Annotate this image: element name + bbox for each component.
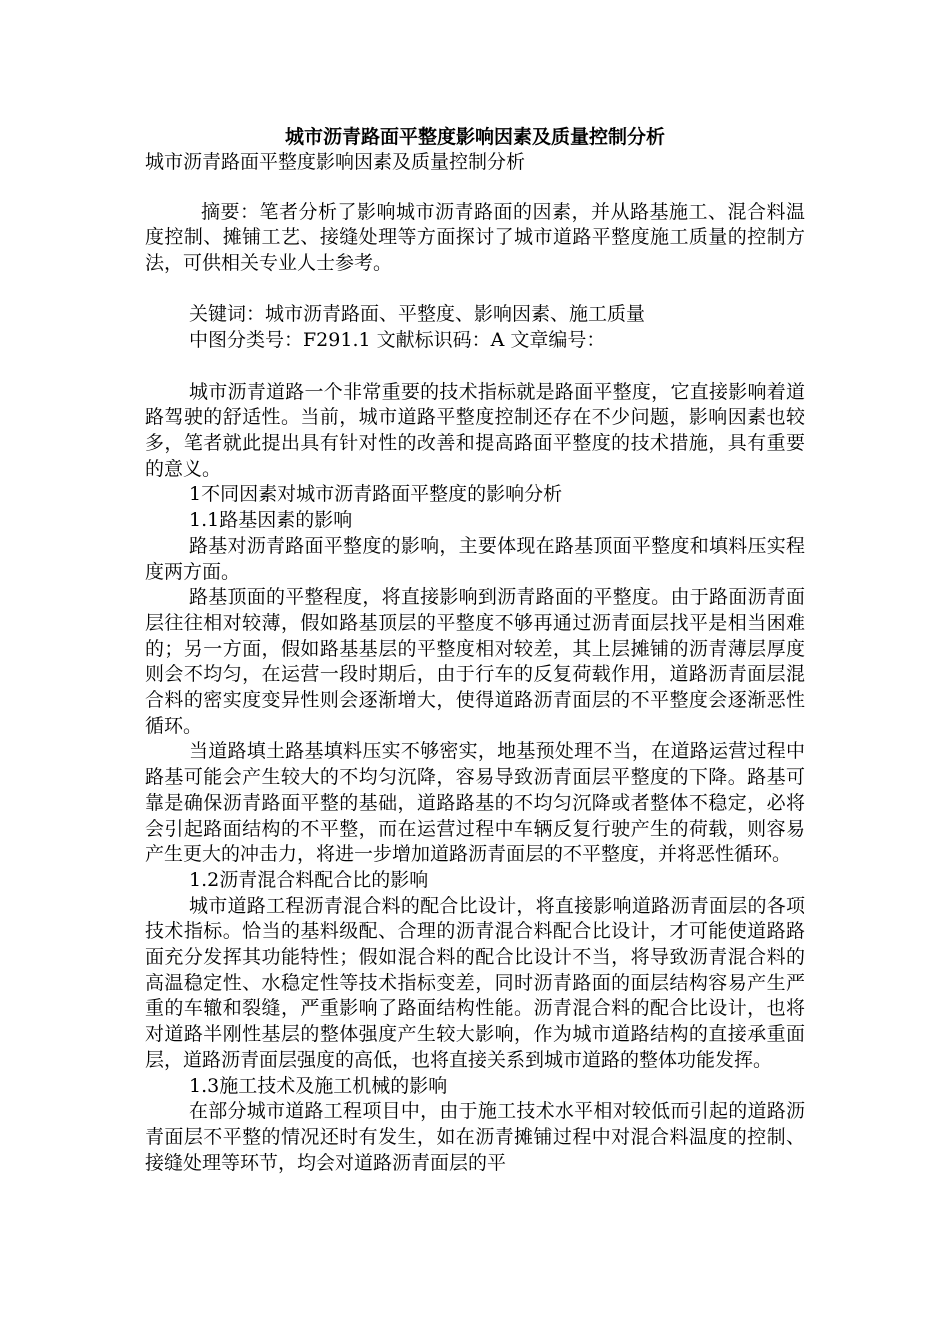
spacer <box>145 277 805 303</box>
abstract-paragraph: 摘要：笔者分析了影响城市沥青路面的因素，并从路基施工、混合料温度控制、摊铺工艺、接缝处理等方面探讨了城市道路平整度施工质量的控制方法，可供相关专业人士参考。 <box>145 200 805 275</box>
document-body <box>145 124 805 1176</box>
spacer <box>145 174 805 200</box>
section-heading-1-2: 1.2沥青混合料配合比的影响 <box>189 868 429 891</box>
paragraph-1-3: 在部分城市道路工程项目中，由于施工技术水平相对较低而引起的道路沥青面层不平整的情况还时有发生，如在沥青摊铺过程中对混合料温度的控制、接缝处理等环节，均会对道路沥青面层的平 <box>145 1100 805 1174</box>
paragraph-1-1-b: 路基顶面的平整程度，将直接影响到沥青路面的平整度。由于路面沥青面层往往相对较薄，假如路基顶层的平整度不够再通过沥青面层找平是相当困难的；另一方面，假如路基基层的平整度相对较差，其上层摊铺的沥青薄层厚度则会不均匀，在运营一段时期后，由于行车的反复荷载作用，道路沥青面层混合料的密实度变异性则会逐渐增大，使得道路沥青面层的不平整度会逐渐恶性循环。 <box>145 586 805 737</box>
document-subtitle: 城市沥青路面平整度影响因素及质量控制分析 <box>145 151 526 173</box>
paragraph-1-1-a: 路基对沥青路面平整度的影响，主要体现在路基顶面平整度和填料压实程度两方面。 <box>145 534 805 583</box>
spacer <box>145 354 805 380</box>
section-heading-1-1: 1.1路基因素的影响 <box>189 509 353 532</box>
paragraph-1-1-c: 当道路填土路基填料压实不够密实，地基预处理不当，在道路运营过程中路基可能会产生较大的不均匀沉降，容易导致沥青面层平整度的下降。路基可靠是确保沥青路面平整的基础，道路路基的不均匀沉降或者整体不稳定，必将会引起路面结构的不平整，而在运营过程中车辆反复行驶产生的荷载，则容易产生更大的冲击力，将进一步增加道路沥青面层的不平整度，并将恶性循环。 <box>145 740 805 866</box>
classification-line: 中图分类号：F291.1 文献标识码：A 文章编号： <box>189 329 606 352</box>
section-heading-1-3: 1.3施工技术及施工机械的影响 <box>189 1074 448 1097</box>
intro-paragraph: 城市沥青道路一个非常重要的技术指标就是路面平整度，它直接影响着道路驾驶的舒适性。当前，城市道路平整度控制还存在不少问题，影响因素也较多，笔者就此提出具有针对性的改善和提高路面平整度的技术措施，具有重要的意义。 <box>145 380 805 480</box>
document-title: 城市沥青路面平整度影响因素及质量控制分析 <box>284 126 665 148</box>
keywords-line: 关键词：城市沥青路面、平整度、影响因素、施工质量 <box>189 303 646 326</box>
section-heading-1: 1不同因素对城市沥青路面平整度的影响分析 <box>189 483 563 506</box>
paragraph-1-2: 城市道路工程沥青混合料的配合比设计，将直接影响道路沥青面层的各项技术指标。恰当的基料级配、合理的沥青混合料配合比设计，才可能使道路路面充分发挥其功能特性；假如混合料的配合比设计不当，将导致沥青混合料的高温稳定性、水稳定性等技术指标变差，同时沥青路面的面层结构容易产生严重的车辙和裂缝，严重影响了路面结构性能。沥青混合料的配合比设计，也将对道路半刚性基层的整体强度产生较大影响，作为城市道路结构的直接承重面层，道路沥青面层强度的高低，也将直接关系到城市道路的整体功能发挥。 <box>145 894 805 1071</box>
